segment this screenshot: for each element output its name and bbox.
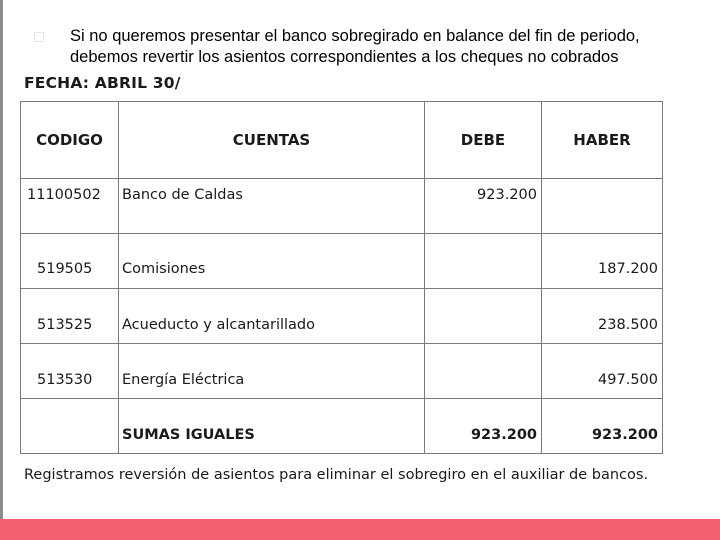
header-cuentas: CUENTAS [119,102,425,179]
cell-debe [425,289,542,344]
cell-codigo [21,179,119,234]
cell-cuenta [119,234,425,289]
haber-value: 497.500 [598,372,658,388]
cell-debe [425,234,542,289]
cell-totals-label [119,399,425,454]
explanation-note: Registramos reversión de asientos para eliminar el sobregiro en el auxiliar de bancos. [24,467,649,483]
totals-row [21,399,663,454]
table-header-row [21,102,663,179]
codigo-value: 513525 [37,317,93,333]
intro-paragraph: Si no queremos presentar el banco sobregirado en balance del fin de periodo, debemos revertir los asientos correspondientes a los cheques no cobrados [70,27,640,66]
codigo-value: 519505 [37,261,93,277]
cuenta-value: Energía Eléctrica [122,372,245,388]
totals-haber-value: 923.200 [591,427,658,443]
cell-cuenta [119,179,425,234]
journal-entry-table [20,101,663,454]
header-codigo: CODIGO [21,102,119,179]
bullet-square-icon [34,32,44,42]
date-heading: FECHA: ABRIL 30/ [24,74,181,92]
table-row [21,344,663,399]
cuenta-value: Acueducto y alcantarillado [122,317,316,333]
cell-totals-haber [542,399,663,454]
cuenta-value: Banco de Caldas [122,187,243,203]
header-debe: DEBE [425,102,542,179]
cell-cuenta [119,289,425,344]
haber-value: 238.500 [598,317,658,333]
cell-codigo [21,344,119,399]
cell-haber [542,289,663,344]
cell-debe [425,179,542,234]
left-border-rule [0,0,3,520]
table-row [21,289,663,344]
cell-debe [425,344,542,399]
cell-cuenta [119,344,425,399]
footer-color-bar [0,519,720,540]
table-row [21,179,663,234]
totals-debe-value: 923.200 [470,427,537,443]
codigo-value: 11100502 [27,187,101,203]
cuenta-value: Comisiones [122,261,206,277]
cell-codigo [21,289,119,344]
totals-label: SUMAS IGUALES [122,427,255,443]
cell-haber [542,179,663,234]
cell-codigo [21,234,119,289]
cell-codigo-empty [21,399,119,454]
haber-value: 187.200 [598,261,658,277]
table-row [21,234,663,289]
codigo-value: 513530 [37,372,93,388]
cell-haber [542,234,663,289]
header-haber: HABER [542,102,663,179]
cell-haber [542,344,663,399]
debe-value: 923.200 [477,187,537,203]
cell-totals-debe [425,399,542,454]
